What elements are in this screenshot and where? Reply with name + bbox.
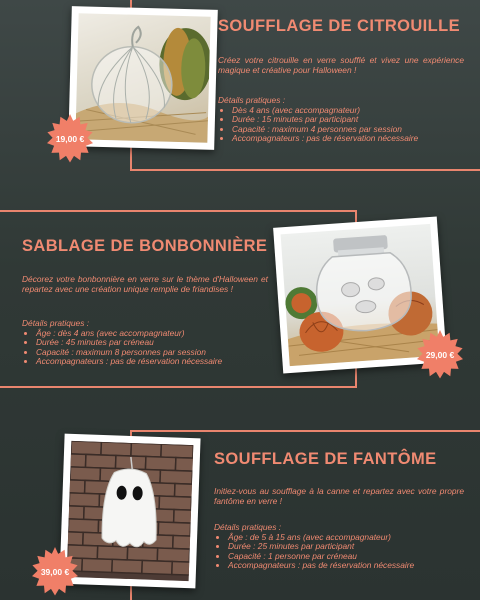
- detail-item: • Accompagnateurs : pas de réservation nécessaire: [232, 134, 468, 144]
- details-heading: Détails pratiques :: [218, 95, 286, 105]
- price-label: 39,00 €: [40, 567, 70, 577]
- details-heading: Détails pratiques :: [22, 318, 90, 328]
- detail-item: • Accompagnateurs : pas de réservation nécessaire: [36, 357, 272, 367]
- detail-item: • Durée : 45 minutes par créneau: [36, 338, 272, 348]
- glass-pumpkin-icon: [75, 13, 210, 142]
- brick-wall-ghost-icon: [67, 441, 194, 581]
- detail-item: • Âge : de 5 à 15 ans (avec accompagnateur): [228, 533, 470, 543]
- divider-line: [0, 386, 356, 388]
- divider-line: [130, 169, 480, 171]
- price-badge: [30, 547, 80, 597]
- ghost-photo: [59, 434, 200, 589]
- detail-item: • Dès 4 ans (avec accompagnateur): [232, 106, 468, 116]
- workshop-details: [22, 319, 272, 367]
- workshop-description: Créez votre citrouille en verre soufflé et vivez une expérience magique et créative pour Halloween !: [218, 55, 464, 75]
- workshop-description: Décorez votre bonbonnière en verre sur le thème d'Halloween et repartez avec une création unique remplie de friandises !: [22, 274, 268, 294]
- detail-item: • Accompagnateurs : pas de réservation nécessaire: [228, 561, 470, 571]
- price-label: 19,00 €: [55, 134, 85, 144]
- workshop-details: [218, 96, 468, 144]
- details-heading: Détails pratiques :: [214, 522, 282, 532]
- workshop-title: SOUFFLAGE DE CITROUILLE: [218, 17, 461, 35]
- detail-item: • Durée : 15 minutes par participant: [232, 115, 468, 125]
- detail-item: • Capacité : maximum 8 personnes par session: [36, 348, 272, 358]
- workshop-details: [214, 523, 470, 571]
- detail-item: • Âge : dès 4 ans (avec accompagnateur): [36, 329, 272, 339]
- divider-line: [0, 210, 356, 212]
- price-label: 29,00 €: [425, 350, 455, 360]
- divider-line: [130, 430, 480, 432]
- detail-item: • Durée : 25 minutes par participant: [228, 542, 470, 552]
- price-badge: [415, 330, 465, 380]
- detail-item: • Capacité : maximum 4 personnes par session: [232, 125, 468, 135]
- price-badge: [45, 114, 95, 164]
- detail-item: • Capacité : 1 personne par créneau: [228, 552, 470, 562]
- workshop-title: SABLAGE DE BONBONNIÈRE: [22, 237, 268, 255]
- workshop-title: SOUFFLAGE DE FANTÔME: [214, 450, 437, 468]
- workshop-description: Initiez-vous au soufflage à la canne et repartez avec votre propre fantôme en verre !: [214, 486, 464, 506]
